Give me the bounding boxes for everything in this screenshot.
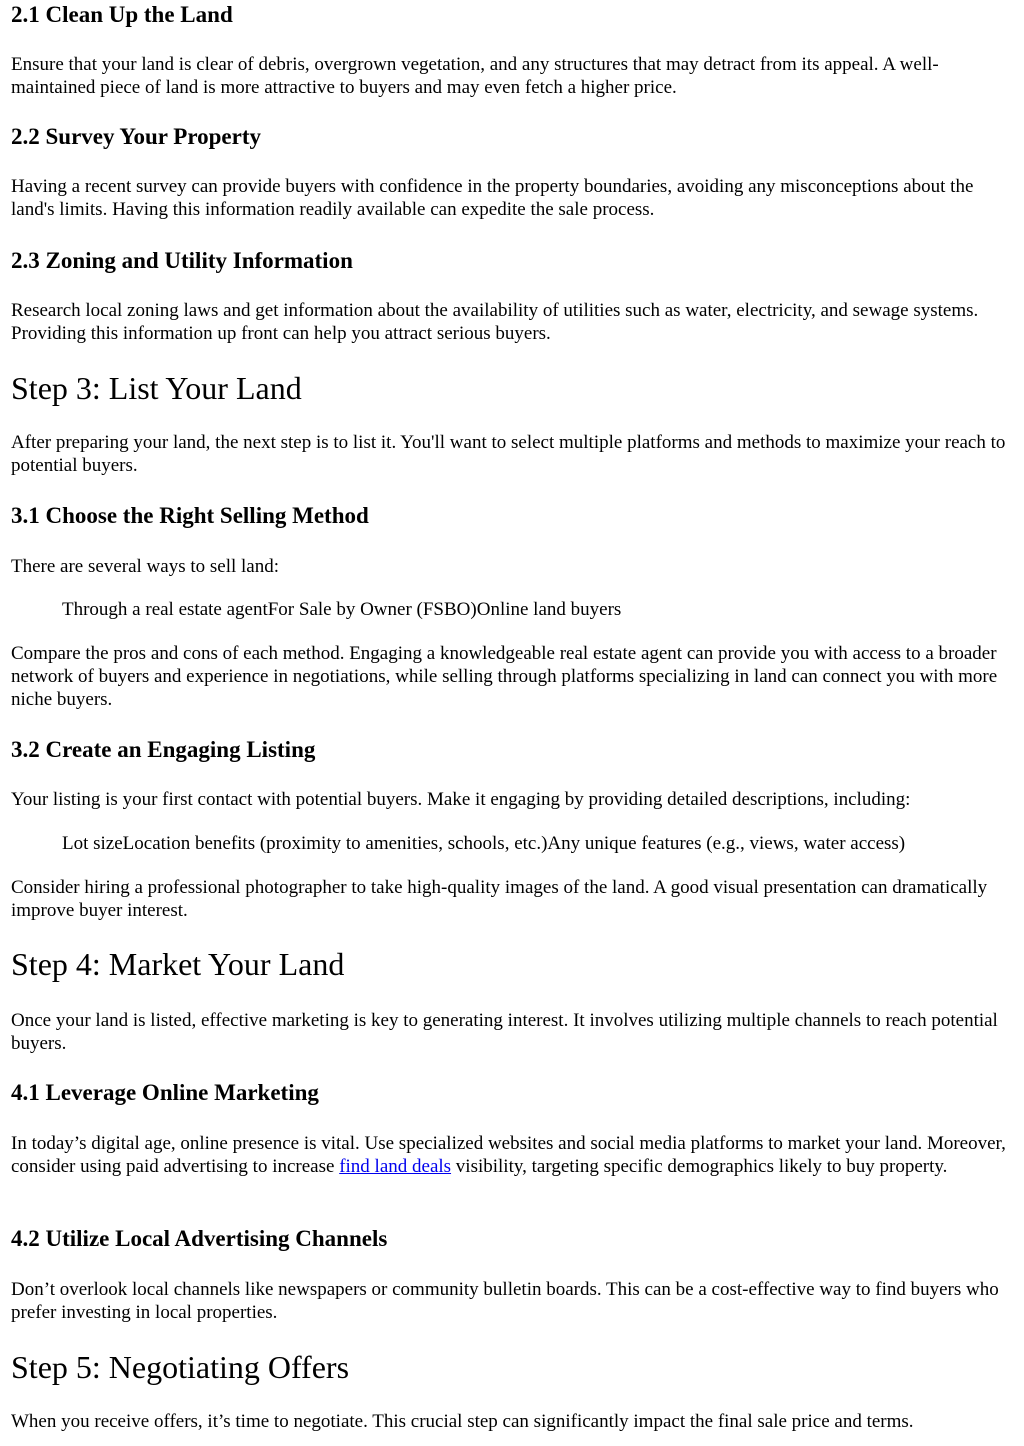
heading-3-1: 3.1 Choose the Right Selling Method xyxy=(11,503,369,528)
paragraph-2-1: Ensure that your land is clear of debris, overgrown vegetation, and any structures that may detract from its appeal. A well-maintained piece of land is more attractive to buyers and may even fetch a higher price. xyxy=(11,54,939,98)
heading-step-5: Step 5: Negotiating Offers xyxy=(11,1349,350,1385)
listing-details-list: Lot sizeLocation benefits (proximity to amenities, schools, etc.)Any unique features (e.g., views, water access) xyxy=(62,833,906,854)
paragraph-3-1-intro: There are several ways to sell land: xyxy=(11,556,279,577)
paragraph-4-1 xyxy=(11,1132,1014,1178)
paragraph-4-1-before: In today’s digital age, online presence is vital. Use specialized websites and social media platforms to market your land. Moreover, consider using paid advertising to increase xyxy=(11,1133,1006,1177)
paragraph-3-2-body: Consider hiring a professional photographer to take high-quality images of the land. A good visual presentation can dramatically improve buyer interest. xyxy=(11,877,988,921)
selling-methods-list: Through a real estate agentFor Sale by Owner (FSBO)Online land buyers xyxy=(62,599,622,620)
heading-2-3: 2.3 Zoning and Utility Information xyxy=(11,248,353,273)
heading-4-1: 4.1 Leverage Online Marketing xyxy=(11,1080,319,1105)
find-land-deals-link[interactable]: find land deals xyxy=(339,1156,452,1177)
paragraph-2-2: Having a recent survey can provide buyers with confidence in the property boundaries, avoiding any misconceptions about the land's limits. Having this information readily available can expedite the sale process. xyxy=(11,176,974,220)
paragraph-step-4: Once your land is listed, effective marketing is key to generating interest. It involves utilizing multiple channels to reach potential buyers. xyxy=(11,1010,998,1054)
paragraph-3-2-intro: Your listing is your first contact with potential buyers. Make it engaging by providing detailed descriptions, including: xyxy=(11,789,911,810)
paragraph-3-1-body: Compare the pros and cons of each method. Engaging a knowledgeable real estate agent can provide you with access to a broader network of buyers and experience in negotiations, while selling through platforms specializing in land can connect you with more niche buyers. xyxy=(11,643,998,710)
paragraph-4-1-after: visibility, targeting specific demographics likely to buy property. xyxy=(451,1156,948,1177)
paragraph-4-2: Don’t overlook local channels like newspapers or community bulletin boards. This can be a cost-effective way to find buyers who prefer investing in local properties. xyxy=(11,1279,999,1323)
heading-3-2: 3.2 Create an Engaging Listing xyxy=(11,737,316,762)
paragraph-step-3: After preparing your land, the next step is to list it. You'll want to select multiple platforms and methods to maximize your reach to potential buyers. xyxy=(11,432,1006,476)
heading-2-1: 2.1 Clean Up the Land xyxy=(11,2,233,27)
heading-2-2: 2.2 Survey Your Property xyxy=(11,124,262,149)
heading-step-4: Step 4: Market Your Land xyxy=(11,946,345,982)
heading-4-2: 4.2 Utilize Local Advertising Channels xyxy=(11,1226,388,1251)
paragraph-2-3: Research local zoning laws and get information about the availability of utilities such as water, electricity, and sewage systems. Providing this information up front can help you attract serious buyers. xyxy=(11,300,979,344)
heading-step-3: Step 3: List Your Land xyxy=(11,370,302,406)
paragraph-step-5: When you receive offers, it’s time to negotiate. This crucial step can significantly impact the final sale price and terms. xyxy=(11,1411,914,1432)
